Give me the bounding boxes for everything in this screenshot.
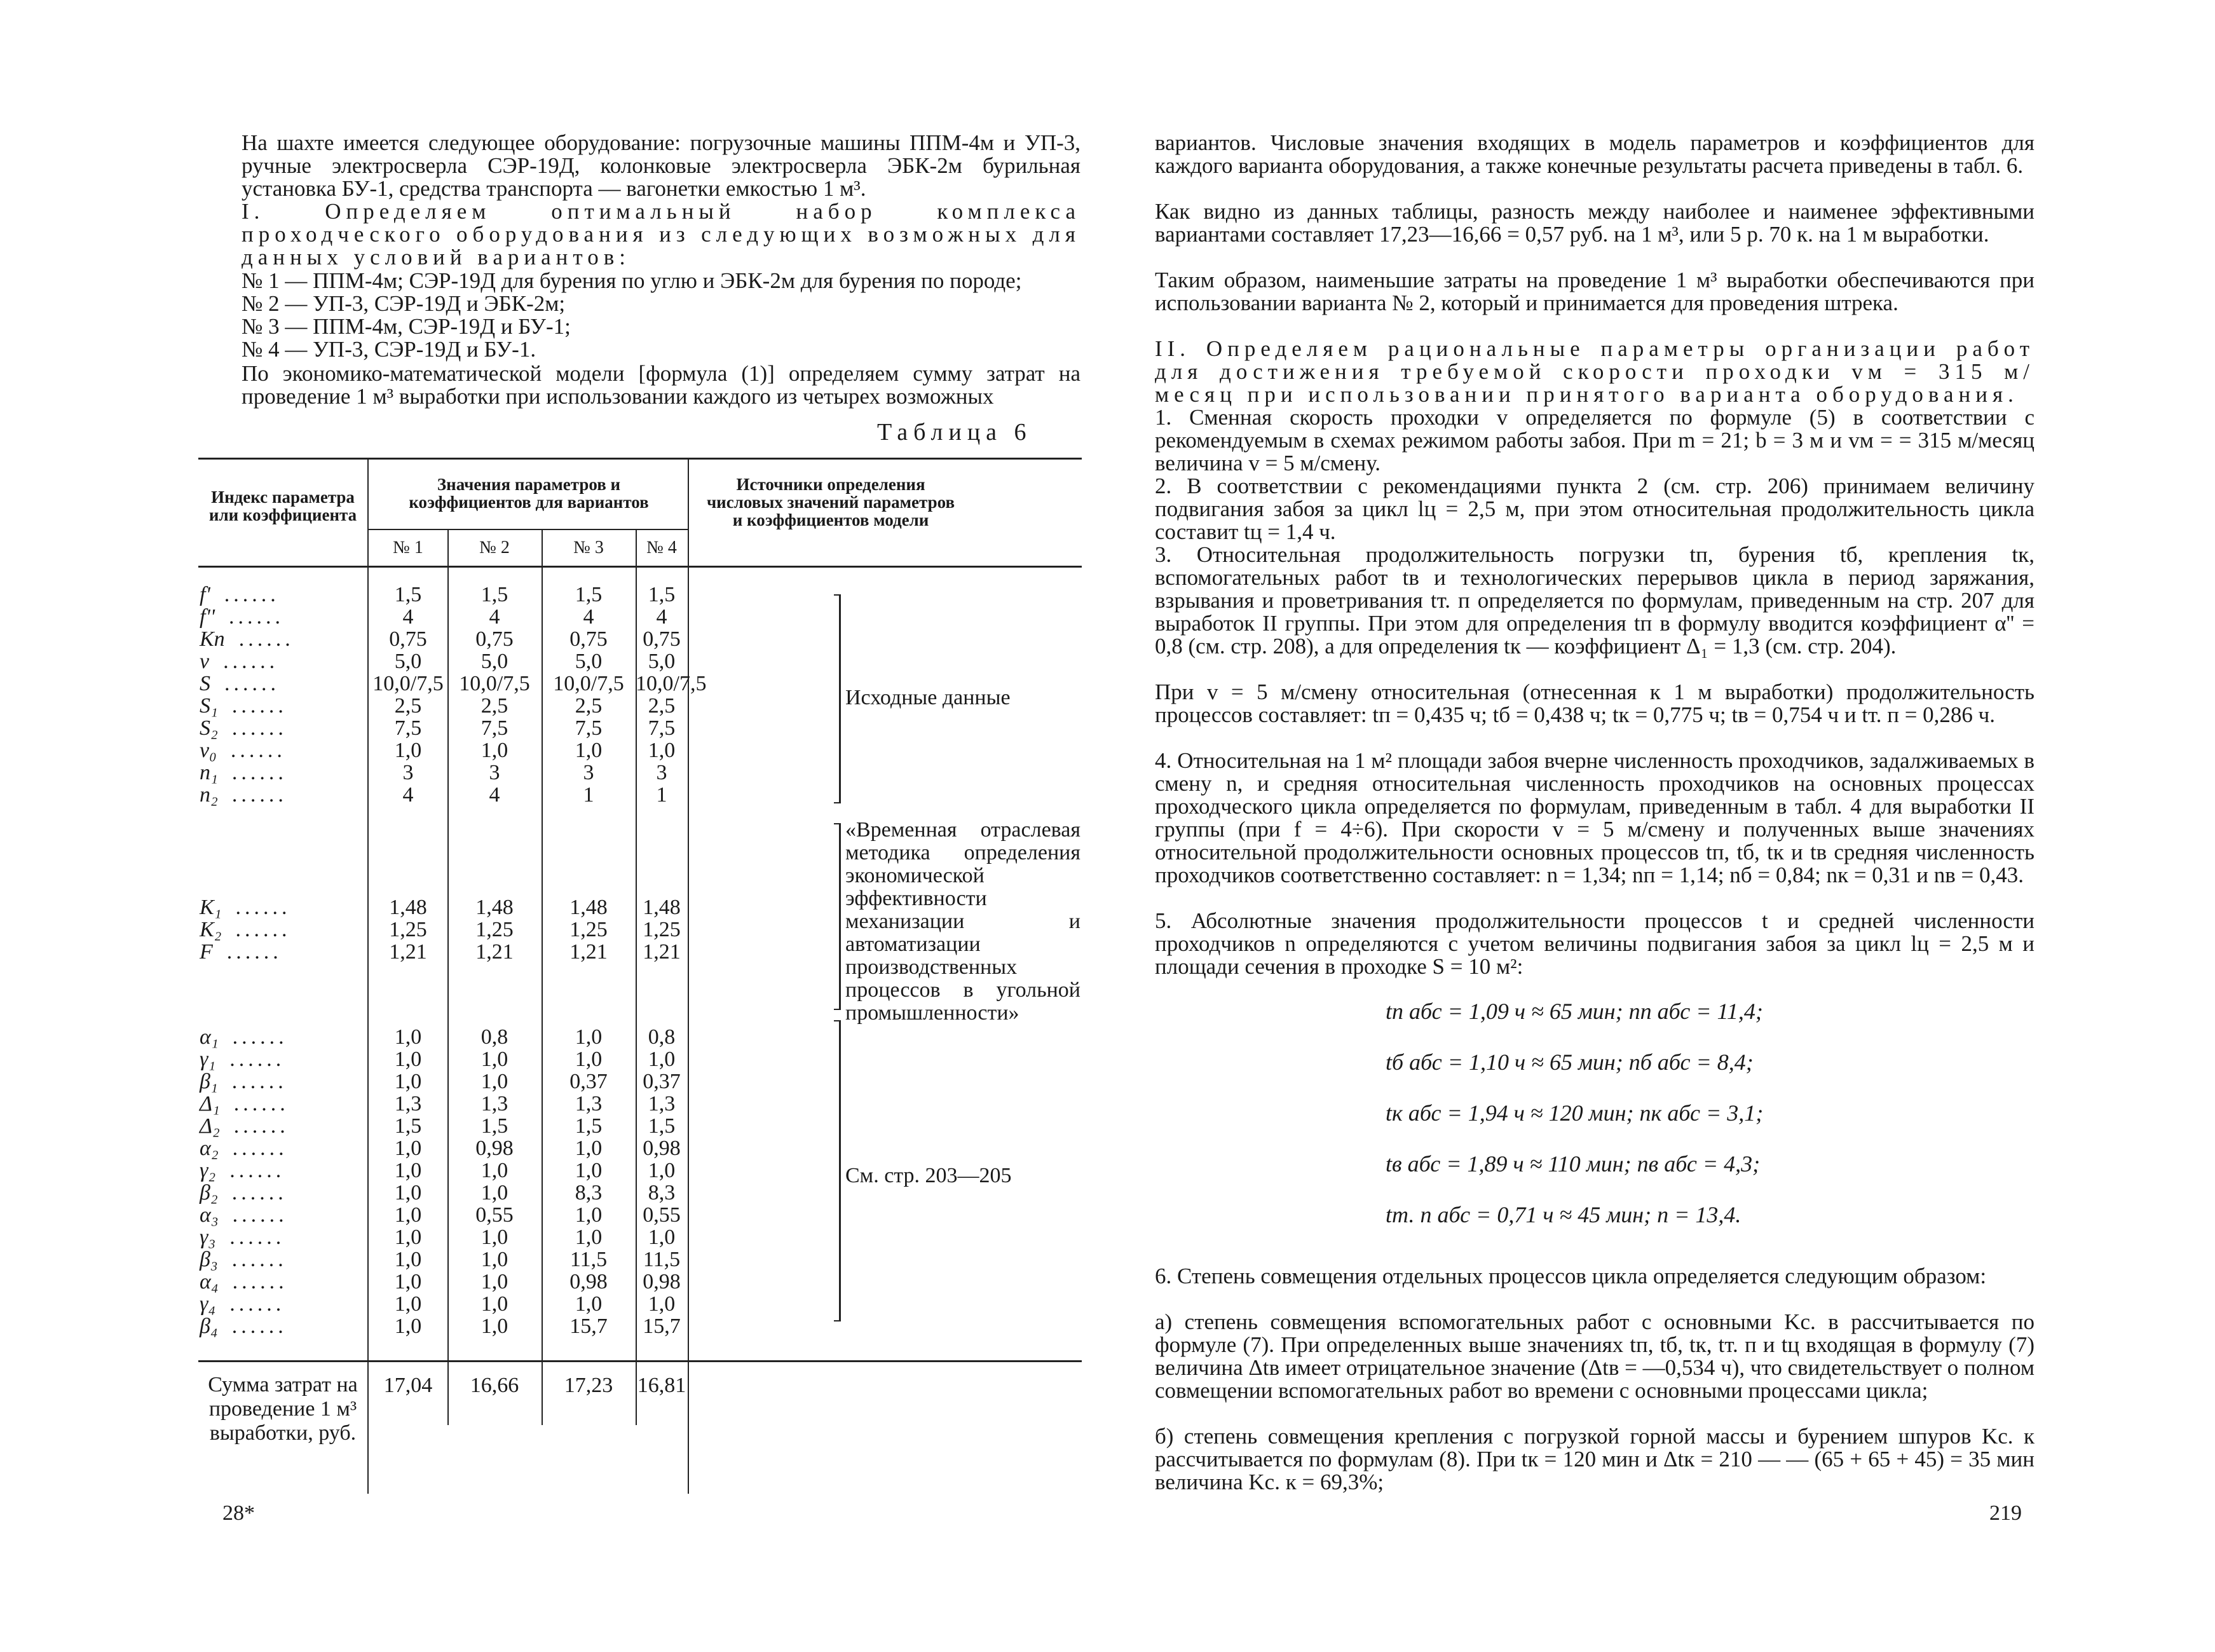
table-cell: 1,0 (480, 1070, 508, 1093)
header-col-1: № 1 (393, 538, 423, 557)
table-cell: 2,5 (480, 694, 508, 718)
table-cell: 8,3 (575, 1181, 603, 1205)
table-cell: 1,0 (394, 1270, 422, 1294)
table-cell: 1,0 (394, 1070, 422, 1093)
table-cell: 2,5 (648, 694, 676, 718)
table-cell: 1,5 (575, 1114, 603, 1138)
table-cell: 1,0 (648, 1292, 676, 1316)
header-col-3: № 3 (573, 538, 604, 557)
table-cell: 0,37 (569, 1070, 608, 1093)
table-cell: 1,0 (394, 1203, 422, 1227)
table-cell: 1,25 (569, 918, 608, 941)
table-cell: 1,0 (480, 1314, 508, 1338)
table-cell: 1,0 (575, 1203, 603, 1227)
table-cell: 1,3 (648, 1092, 676, 1116)
table-cell: 1,0 (394, 1025, 422, 1049)
table-cell: 15,7 (643, 1314, 681, 1338)
table-cell: 0,75 (643, 627, 681, 651)
table-caption: Таблица 6 (877, 419, 1032, 446)
table-cell: 1,3 (394, 1092, 422, 1116)
table-cell: 1,5 (480, 583, 508, 606)
table-cell: 1,25 (643, 918, 681, 941)
row-index-g3-0: α₁ ...... (200, 1025, 288, 1049)
table-cell: 1,0 (394, 1314, 422, 1338)
brace-group-3 (834, 1020, 841, 1321)
table-cell: 1,25 (389, 918, 427, 941)
table-cell: 0,55 (643, 1203, 681, 1227)
table-cell: 1,48 (475, 896, 514, 919)
sum-value-2: 16,66 (470, 1374, 519, 1397)
table-cell: 2,5 (394, 694, 422, 718)
row-index-g3-4: Δ₂ ...... (200, 1114, 289, 1138)
table-cell: 1,3 (575, 1092, 603, 1116)
row-index-g3-9: γ₃ ...... (200, 1225, 285, 1249)
table-cell: 1,0 (480, 1181, 508, 1205)
source-initial-data: Исходные данные (845, 686, 1011, 709)
table-cell: 1,5 (575, 583, 603, 606)
table-cell: 1,5 (394, 1114, 422, 1138)
table-cell: 4 (656, 605, 667, 629)
sum-value-1: 17,04 (383, 1374, 433, 1397)
row-index-g1-7: v₀ ...... (200, 739, 286, 762)
table-cell: 1,0 (480, 1048, 508, 1071)
sum-value-3: 17,23 (564, 1374, 613, 1397)
table-cell: 1,21 (643, 940, 681, 964)
table-cell: 1 (656, 783, 667, 807)
table-cell: 1,0 (648, 1048, 676, 1071)
row-index-g1-2: Kп ...... (200, 627, 294, 651)
table-cell: 1,0 (394, 1181, 422, 1205)
formula-3: tк абс = 1,94 ч ≈ 120 мин; nк абс = 3,1; (1386, 1100, 1764, 1126)
table-cell: 1,0 (394, 739, 422, 762)
row-index-g3-3: Δ₁ ...... (200, 1092, 289, 1116)
table-cell: 1,0 (575, 1048, 603, 1071)
table-cell: 1,0 (480, 1159, 508, 1182)
variant-3: № 3 — ППМ-4м, СЭР-19Д и БУ-1; (242, 314, 571, 339)
table-cell: 1,0 (394, 1225, 422, 1249)
table-cell: 0,75 (569, 627, 608, 651)
page-number-left: 28* (222, 1501, 255, 1525)
row-index-g3-11: α₄ ...... (200, 1270, 288, 1294)
row-index-g3-13: β₄ ...... (200, 1314, 287, 1338)
table-cell: 1,25 (475, 918, 514, 941)
table-cell: 1,0 (394, 1159, 422, 1182)
table-cell: 0,8 (648, 1025, 676, 1049)
page-number-right: 219 (1989, 1501, 2022, 1525)
table-cell: 4 (402, 783, 414, 807)
variant-1: № 1 — ППМ-4м; СЭР-19Д для бурения по углю и ЭБК-2м для бурения по породе; (242, 268, 1022, 293)
table-cell: 0,98 (643, 1270, 681, 1294)
section-two-heading: II. Определяем рациональные параметры организации работ для достижения требуемой скорости проходки vм = 315 м/месяц при использовании принятого варианта оборудования. (1155, 336, 2034, 407)
table-cell: 1,0 (394, 1048, 422, 1071)
table-cell: 1,21 (569, 940, 608, 964)
header-col-2: № 2 (479, 538, 510, 557)
table-cell: 0,75 (475, 627, 514, 651)
table-cell: 5,0 (575, 650, 603, 673)
table-cell: 7,5 (480, 716, 508, 740)
row-index-g3-2: β₁ ...... (200, 1070, 287, 1093)
table-cell: 5,0 (480, 650, 508, 673)
table-cell: 5,0 (648, 650, 676, 673)
row-index-g1-9: n₂ ...... (200, 783, 287, 807)
table-cell: 1,48 (569, 896, 608, 919)
row-index-g1-5: S₁ ...... (200, 694, 287, 718)
table-cell: 0,98 (475, 1137, 514, 1160)
right-paragraph-5: 1. Сменная скорость проходки v определяется по формуле (5) в соответствии с рекомендуемым в схемах режимом работы забоя. При m = 21; b = 3 м и vм = = 315 м/месяц величина v = 5 м/смену. (1155, 405, 2034, 475)
formula-4: tв абс = 1,89 ч ≈ 110 мин; nв абс = 4,3; (1386, 1151, 1761, 1177)
variant-4: № 4 — УП-3, СЭР-19Д и БУ-1. (242, 337, 536, 362)
table-cell: 7,5 (575, 716, 603, 740)
row-index-g1-6: S₂ ...... (200, 716, 287, 740)
table-cell: 3 (489, 761, 500, 784)
table-cell: 1,5 (394, 583, 422, 606)
table-cell: 1,48 (643, 896, 681, 919)
right-paragraph-3: Таким образом, наименьшие затраты на проведение 1 м³ выработки обеспечиваются при использовании варианта № 2, который и принимается для проведения штрека. (1155, 268, 2034, 315)
table-cell: 5,0 (394, 650, 422, 673)
model-paragraph: По экономико-математической модели [формула (1)] определяем сумму затрат на проведение 1 м³ выработки при использовании каждого из четырех возможных (242, 361, 1080, 409)
row-index-g3-1: γ₁ ...... (200, 1048, 285, 1071)
table-cell: 1,0 (480, 1292, 508, 1316)
table-cell: 1,0 (480, 1270, 508, 1294)
row-index-g1-4: S ...... (200, 672, 280, 695)
header-col-4: № 4 (646, 538, 677, 557)
row-index-g3-10: β₃ ...... (200, 1248, 287, 1271)
source-see-pages: См. стр. 203—205 (845, 1164, 1012, 1187)
table-cell: 15,7 (569, 1314, 608, 1338)
right-paragraph-7: 3. Относительная продолжительность погрузки tп, бурения tб, крепления tк, вспомогательных работ tв и технологических перерывов цикла в период заряжания, взрывания и проветривания tт. п определяется по формулам, приведенным на стр. 207 для выработок II группы. При этом для определения tп в формулу вводится коэффициент α'' = 0,8 (см. стр. 208), а для определения tк — коэффициент Δ₁ = 1,3 (см. стр. 204). (1155, 542, 2034, 659)
table-cell: 0,98 (569, 1270, 608, 1294)
brace-group-2 (834, 823, 841, 1010)
table-cell: 0,55 (475, 1203, 514, 1227)
table-cell: 0,75 (389, 627, 427, 651)
table-cell: 4 (583, 605, 594, 629)
table-cell: 0,98 (643, 1137, 681, 1160)
table-cell: 1,0 (575, 1159, 603, 1182)
formula-1: tп абс = 1,09 ч ≈ 65 мин; nп абс = 11,4; (1386, 999, 1763, 1024)
table-cell: 2,5 (575, 694, 603, 718)
right-paragraph-8: При v = 5 м/смену относительная (отнесенная к 1 м выработки) продолжительность процессов составляет: tп = 0,435 ч; tб = 0,438 ч; tк = 0,775 ч; tв = 0,754 ч и tт. п = 0,286 ч. (1155, 679, 2034, 727)
table-cell: 0,8 (480, 1025, 508, 1049)
table-6 (198, 458, 1082, 1494)
table-cell: 10,0/7,5 (459, 672, 530, 695)
table-cell: 7,5 (394, 716, 422, 740)
table-cell: 3 (656, 761, 667, 784)
table-cell: 1,0 (575, 1292, 603, 1316)
table-cell: 1,0 (648, 739, 676, 762)
formula-5: tт. п абс = 0,71 ч ≈ 45 мин; n = 13,4. (1386, 1202, 1741, 1227)
table-cell: 11,5 (643, 1248, 681, 1271)
table-cell: 8,3 (648, 1181, 676, 1205)
row-index-g1-0: f' ...... (200, 583, 280, 606)
table-cell: 1,5 (648, 583, 676, 606)
row-index-g2-2: F ...... (200, 940, 282, 964)
table-cell: 1,21 (475, 940, 514, 964)
table-cell: 1,3 (480, 1092, 508, 1116)
table-cell: 1,0 (394, 1292, 422, 1316)
right-paragraph-1: вариантов. Числовые значения входящих в модель параметров и коэффициентов для каждого варианта оборудования, а также конечные результаты расчета приведены в табл. 6. (1155, 130, 2034, 178)
table-cell: 10,0/7,5 (372, 672, 444, 695)
row-index-g3-12: γ₄ ...... (200, 1292, 285, 1316)
brace-group-1 (834, 594, 841, 803)
source-methodology: «Временная отраслевая методика определения экономической эффективности механизации и автоматизации производственных процессов в угольной промышленности» (845, 818, 1080, 1025)
table-cell: 1,0 (648, 1159, 676, 1182)
right-paragraph-12: а) степень совмещения вспомогательных работ с основными Kс. в рассчитывается по формуле (7). При определенных выше значениях tп, tб, tк, tт. п и tц входящая в формулу (7) величина Δtв имеет отрицательное значение (Δtв = —0,534 ч), что свидетельствует о полном совмещении вспомогательных работ во времени с основными процессами цикла; (1155, 1309, 2034, 1403)
intro-paragraph: На шахте имеется следующее оборудование: погрузочные машины ППМ-4м и УП-3, ручные электросверла СЭР-19Д, колонковые электросверла ЭБК-2м бурильная установка БУ-1, средства транспорта — вагонетки емкостью 1 м³. (242, 130, 1080, 201)
table-cell: 1,5 (648, 1114, 676, 1138)
header-values: Значения параметров и коэффициентов для вариантов (409, 475, 649, 512)
header-index: Индекс параметра или коэффициента (208, 488, 357, 524)
table-cell: 10,0/7,5 (553, 672, 624, 695)
table-cell: 1,0 (480, 739, 508, 762)
table-cell: 4 (489, 783, 500, 807)
row-index-g3-8: α₃ ...... (200, 1203, 288, 1227)
section-one-heading: I. Определяем оптимальный набор комплекса проходческого оборудования из следующих возможных для данных условий вариантов: (242, 199, 1080, 270)
header-sources: Источники определения числовых значений параметров и коэффициентов модели (706, 475, 955, 529)
formula-2: tб абс = 1,10 ч ≈ 65 мин; nб абс = 8,4; (1386, 1049, 1754, 1075)
table-cell: 1 (583, 783, 594, 807)
row-index-g2-1: K₂ ...... (200, 918, 291, 941)
variant-2: № 2 — УП-3, СЭР-19Д и ЭБК-2м; (242, 291, 566, 316)
right-paragraph-10: 5. Абсолютные значения продолжительности процессов t и средней численности проходчиков n определяются с учетом величины подвигания забоя за цикл lц = 2,5 м и площади сечения в проходке S = 10 м²: (1155, 908, 2034, 979)
row-index-g3-7: β₂ ...... (200, 1181, 287, 1205)
table-cell: 4 (402, 605, 414, 629)
row-index-g1-1: f'' ...... (200, 605, 284, 629)
table-cell: 0,37 (643, 1070, 681, 1093)
table-cell: 1,0 (575, 739, 603, 762)
table-cell: 1,0 (394, 1137, 422, 1160)
table-cell: 10,0/7,5 (636, 672, 707, 695)
right-paragraph-13: б) степень совмещения крепления с погрузкой горной массы и бурением шпуров Kс. к рассчитывается по формулам (8). При tк = 120 мин и Δtк = 210 — — (65 + 65 + 45) = 35 мин величина Kс. к = 69,3%; (1155, 1424, 2034, 1494)
row-index-g1-3: v ...... (200, 650, 279, 673)
table-cell: 1,0 (575, 1225, 603, 1249)
table-cell: 4 (489, 605, 500, 629)
row-index-g3-6: γ₂ ...... (200, 1159, 285, 1182)
table-cell: 1,0 (394, 1248, 422, 1271)
row-index-g3-5: α₂ ...... (200, 1137, 288, 1160)
sum-label: Сумма затрат на проведение 1 м³ выработки, руб. (208, 1373, 358, 1445)
right-paragraph-2: Как видно из данных таблицы, разность между наиболее и наименее эффективными вариантами составляет 17,23—16,66 = 0,57 руб. на 1 м³, или 5 р. 70 к. на 1 м выработки. (1155, 199, 2034, 247)
table-cell: 1,21 (389, 940, 427, 964)
right-paragraph-6: 2. В соответствии с рекомендациями пункта 2 (см. стр. 206) принимаем величину подвигания забоя за цикл lц = 2,5 м, при этом относительная продолжительность цикла составит tц = 1,4 ч. (1155, 474, 2034, 544)
table-cell: 1,0 (480, 1248, 508, 1271)
table-cell: 1,0 (575, 1137, 603, 1160)
table-cell: 7,5 (648, 716, 676, 740)
table-cell: 1,0 (575, 1025, 603, 1049)
row-index-g1-8: n₁ ...... (200, 761, 287, 784)
sum-value-4: 16,81 (637, 1374, 686, 1397)
table-cell: 11,5 (569, 1248, 608, 1271)
table-cell: 1,0 (648, 1225, 676, 1249)
table-cell: 1,48 (389, 896, 427, 919)
table-cell: 1,0 (480, 1225, 508, 1249)
table-cell: 3 (583, 761, 594, 784)
table-cell: 3 (402, 761, 414, 784)
right-paragraph-11: 6. Степень совмещения отдельных процессов цикла определяется следующим образом: (1155, 1264, 1987, 1288)
right-paragraph-9: 4. Относительная на 1 м² площади забоя вчерне численность проходчиков, задалживаемых в смену n, и средняя относительная численность проходчиков на основных процессах проходческого цикла определяется по формулам, приведенным в табл. 4 для выработки II группы (при f = 4÷6). При скорости v = 5 м/смену и полученных выше значениях относительной продолжительности основных процессов tп, tб, tк и tв средняя численность проходчиков соответственно составляет: n = 1,34; nп = 1,14; nб = 0,84; nк = 0,31 и nв = 0,43. (1155, 748, 2034, 887)
table-cell: 1,5 (480, 1114, 508, 1138)
row-index-g2-0: K₁ ...... (200, 896, 291, 919)
